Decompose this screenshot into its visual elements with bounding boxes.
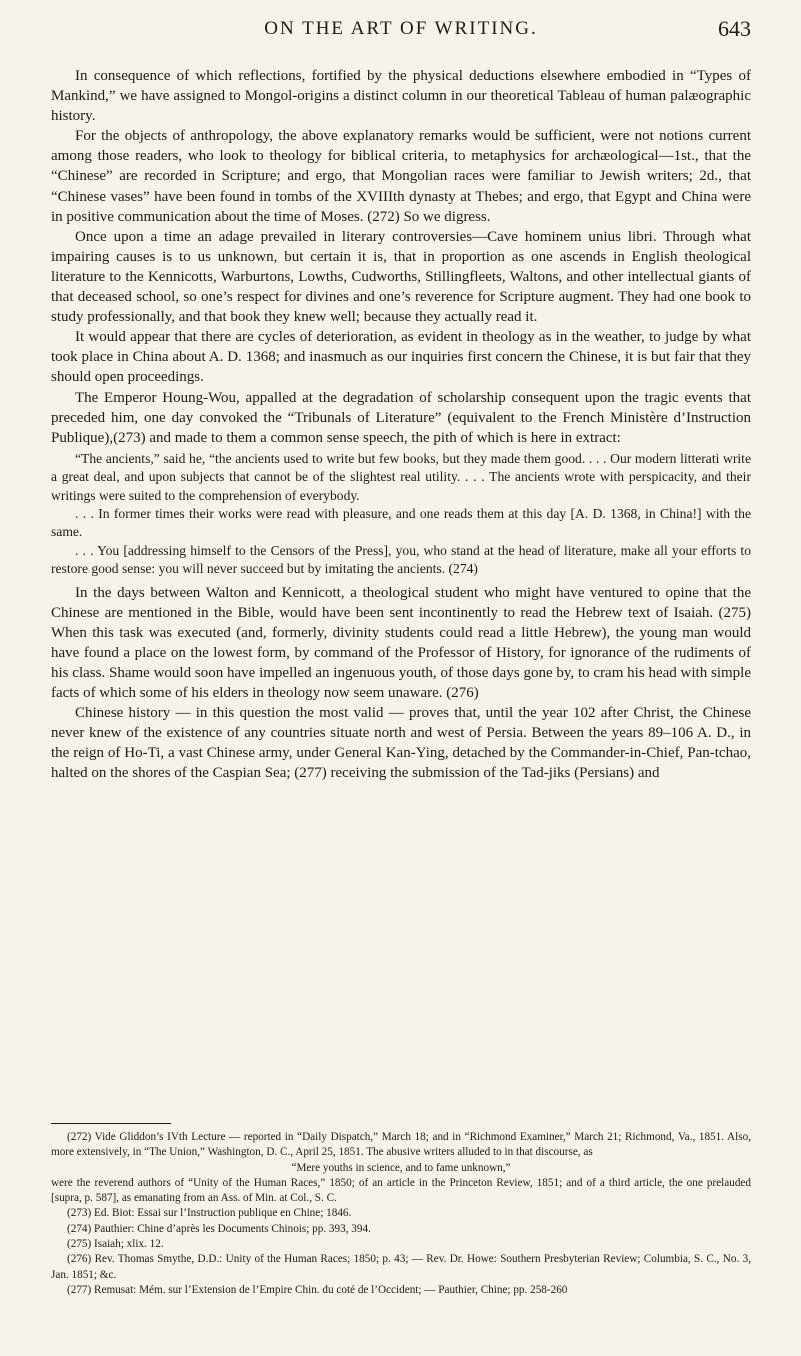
paragraph: For the objects of anthropology, the above explanatory remarks would be sufficient, were not notions current among those readers, who look to theology for biblical criteria, to metaphysics for archæological—1st., that the “Chinese” are recorded in Scripture; and ergo, that Mongolian races were familiar to Jewish writers; 2d., that “Chinese vases” have been found in tombs of the XVIIIth dynasty at Thebes; and ergo, that Egypt and China were in positive communication about the time of Moses. (272) So we digress. — [51, 128, 751, 225]
footnote-275: (275) Isaiah; xlix. 12. — [67, 1238, 164, 1251]
paragraph: It would appear that there are cycles of deterioration, as evident in theology as in the weather, to judge by what took place in China about A. D. 1368; and inasmuch as our inquiries first concern the Chinese, it is but fair that they should open proceedings. — [51, 329, 751, 386]
footnote-277: (277) Remusat: Mém. sur l’Extension de l’Empire Chin. du coté de l’Occident; — Pauthier, Chine; pp. 258-260 — [67, 1283, 568, 1296]
footnote-272-quote: “Mere youths in science, and to fame unknown,” — [291, 1161, 511, 1174]
block-quote — [51, 450, 751, 579]
quote-paragraph: . . . In former times their works were read with pleasure, and one reads them at this day [A. D. 1368, in China!] with the same. — [51, 506, 751, 540]
running-head — [51, 12, 751, 42]
footnote-272-cont: were the reverend authors of “Unity of the Human Races,” 1850; of an article in the Princeton Review, 1851; and of a third article, the one prelauded [supra, p. 587], as emanating from an Ass. of Min. at Col., S. C. — [51, 1176, 751, 1205]
paragraph: Chinese history — in this question the most valid — proves that, until the year 102 after Christ, the Chinese never knew of the existence of any countries situate north and west of Persia. Between the years 89–106 A. D., in the reign of Ho-Ti, a vast Chinese army, under General Kan-Ying, detached by the Commander-in-Chief, Pan-tchao, halted on the shores of the Caspian Sea; (277) receiving the submission of the Tad-jiks (Persians) and — [51, 705, 751, 782]
footnote-276: (276) Rev. Thomas Smythe, D.D.: Unity of the Human Races; 1850; p. 43; — Rev. Dr. Howe: Southern Presbyterian Review; Columbia, S. C., No. 3, Jan. 1851; &c. — [51, 1253, 751, 1281]
footnotes — [51, 1130, 751, 1298]
body-text — [51, 66, 751, 784]
paragraph: Once upon a time an adage prevailed in literary controversies—Cave hominem unius libri. Through what impairing causes is to us unknown, but certain it is, that in proportion as one ascends in English theological literature to the Kennicotts, Warburtons, Lowths, Cudworths, Stillingfleets, Waltons, and other intellectual giants of that deceased school, so one’s respect for divines and one’s reverence for Scripture augment. They had one book to study professionally, and that book they knew well; because they actually read it. — [51, 228, 751, 326]
paragraph: The Emperor Houng-Wou, appalled at the degradation of scholarship consequent upon the tragic events that preceded him, one day convoked the “Tribunals of Literature” (equivalent to the French Ministère d’Instruction Publique),(273) and made to them a common sense speech, the pith of which is here in extract: — [51, 389, 751, 446]
footnote-273: (273) Ed. Biot: Essai sur l’Instruction publique en Chine; 1846. — [67, 1207, 352, 1220]
page-number: 643 — [718, 16, 751, 41]
paragraph: In consequence of which reflections, fortified by the physical deductions elsewhere embodied in “Types of Mankind,” we have assigned to Mongol-origins a distinct column in our theoretical Tableau of human palæographic history. — [51, 68, 751, 125]
running-title: ON THE ART OF WRITING. — [264, 18, 538, 39]
footnote-272: (272) Vide Gliddon’s IVth Lecture — reported in “Daily Dispatch,” March 18; and in “Richmond Examiner,” March 21; Richmond, Va., 1851. Also, more extensively, in “The Union,” Washington, D. C., April 25, 1851. The abusive writers alluded to in that discourse, as — [51, 1131, 751, 1159]
footnote-274: (274) Pauthier: Chine d’après les Documents Chinois; pp. 393, 394. — [67, 1222, 371, 1235]
quote-paragraph: “The ancients,” said he, “the ancients used to write but few books, but they made them good. . . . Our modern litterati write a great deal, and upon subjects that cannot be of the slightest real utility. . . . The ancients wrote with perspicacity, and their writings were suited to the comprehension of everybody. — [51, 450, 751, 503]
footnote-rule — [51, 1123, 171, 1124]
quote-paragraph: . . . You [addressing himself to the Censors of the Press], you, who stand at the head of literature, make all your efforts to restore good sense: you will never succeed but by imitating the ancients. (274) — [51, 542, 751, 577]
paragraph: In the days between Walton and Kennicott, a theological student who might have ventured to opine that the Chinese are mentioned in the Bible, would have been sent incontinently to read the Hebrew text of Isaiah. (275) When this task was executed (and, formerly, divinity students could read a little Hebrew), the young man would have found a place on the lowest form, by command of the Professor of History, for ignorance of the rudiments of his class. Shame would soon have impelled an ingenuous youth, of those days gone by, to cram his head with simple facts of which some of his elders in theology now seem unaware. (276) — [51, 584, 751, 702]
